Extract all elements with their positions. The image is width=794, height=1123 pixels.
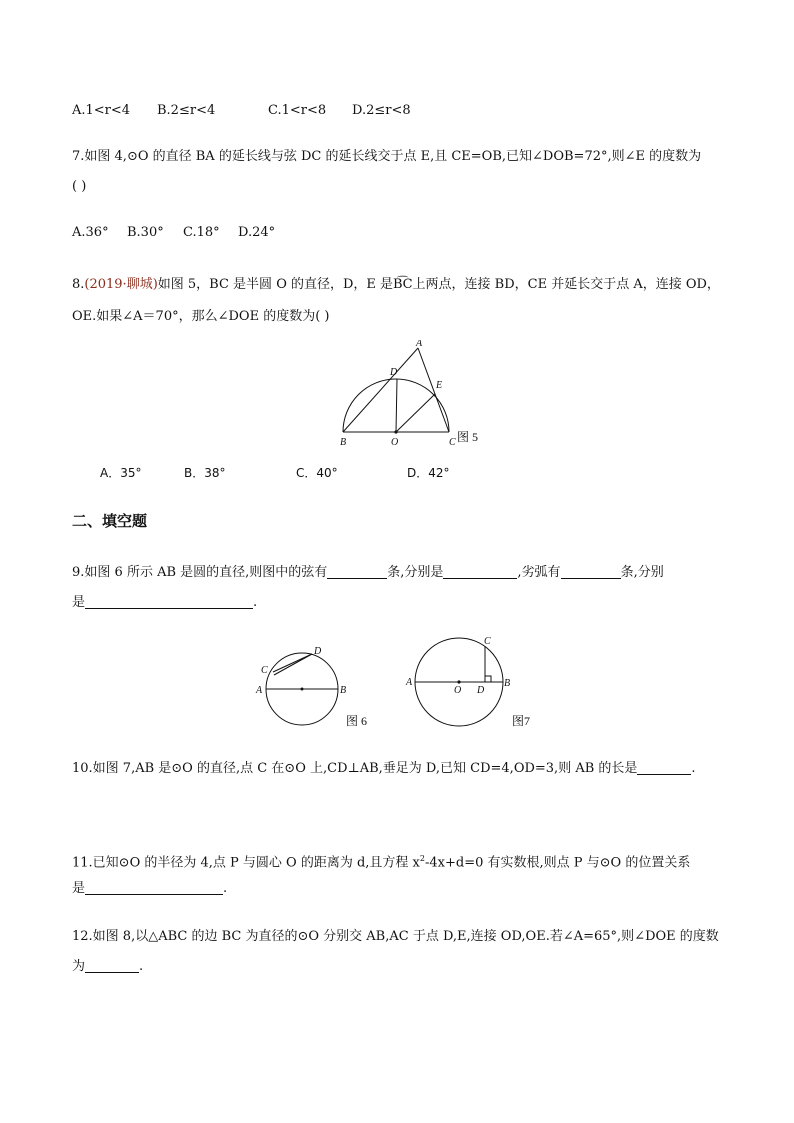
q6-option-a: A.1<r<4 xyxy=(72,103,131,118)
fig6-label-b: B xyxy=(340,685,347,696)
q12-text-line1: 12.如图 8,以△ABC 的边 BC 为直径的⊙O 分别交 AB,AC 于点 D,E,连接 OD,OE.若∠A=65°,则∠DOE 的度数 xyxy=(72,929,719,944)
fig7-right-angle-mark xyxy=(485,676,491,682)
q7-option-c: C.18° xyxy=(183,225,220,240)
q12-line2-start: 为 xyxy=(72,959,86,974)
fig5-label-b: B xyxy=(340,437,347,448)
q6-option-d: D.2≤r<8 xyxy=(352,103,411,118)
q12-line2-end: . xyxy=(139,959,144,974)
q7-text-line1: 7.如图 4,⊙O 的直径 BA 的延长线与弦 DC 的延长线交于点 E,且 CE=OB,已知∠DOB=72°,则∠E 的度数为 xyxy=(72,149,702,164)
q9-text-line2 xyxy=(72,594,257,612)
fig7-label-b: B xyxy=(504,678,511,689)
fig5-label-o: O xyxy=(391,437,399,448)
q7-option-b: B.30° xyxy=(127,225,164,240)
fig7-caption: 图7 xyxy=(512,714,531,728)
q7-answer-paren: ( ) xyxy=(72,179,87,194)
q10-blank-ab-length[interactable] xyxy=(637,760,691,775)
q9-text-line1 xyxy=(72,564,664,582)
q11-text-b: -4x+d=0 有实数根,则点 P 与⊙O 的位置关系 xyxy=(424,855,691,871)
q8-stem: 如图 5，BC 是半圆 O 的直径，D，E 是B͡C上两点，连接 BD，CE 并延长交于点 A，连接 OD， xyxy=(157,277,720,292)
q7-option-a: A.36° xyxy=(72,225,109,240)
q9-blank-arc-count[interactable] xyxy=(561,564,621,579)
fig5-label-e: E xyxy=(436,380,443,391)
q11-text-a: 11.已知⊙O 的半径为 4,点 P 与圆心 O 的距离为 d,且方程 x xyxy=(72,855,420,871)
fig5-center-dot xyxy=(394,430,397,433)
fig5-label-c: C xyxy=(449,437,456,448)
q9-blank-chord-names[interactable] xyxy=(443,564,517,579)
fig7-label-a: A xyxy=(406,677,413,688)
figure-7 xyxy=(402,630,552,738)
q8-source: (2019·聊城) xyxy=(84,277,158,292)
q6-option-b: B.2≤r<4 xyxy=(157,103,216,118)
fig6-center-dot xyxy=(301,688,304,691)
q8-number: 8. xyxy=(72,277,85,292)
question-10 xyxy=(72,760,696,778)
figure-6 xyxy=(252,638,382,738)
fig5-line-ba xyxy=(343,348,418,432)
q10-text: 10.如图 7,AB 是⊙O 的直径,点 C 在⊙O 上,CD⊥AB,垂足为 D,已知 CD=4,OD=3,则 AB 的长是 xyxy=(72,761,638,776)
q8-option-d: D．42° xyxy=(407,466,450,480)
fig5-line-ca xyxy=(418,348,449,432)
figure-5 xyxy=(330,340,500,448)
q9-part3: ,劣弧有 xyxy=(517,565,561,580)
q7-option-d: D.24° xyxy=(238,225,276,240)
q11-superscript: 2 xyxy=(419,854,425,863)
q12-text-line2 xyxy=(72,958,143,976)
q11-blank-position[interactable] xyxy=(85,880,223,895)
fig6-label-a: A xyxy=(256,685,263,696)
q8-option-a: A．35° xyxy=(100,466,142,480)
q9-blank-chord-count[interactable] xyxy=(327,564,387,579)
fig6-chord-cd-2 xyxy=(274,654,312,675)
q11-text-line2 xyxy=(72,880,227,898)
q8-text-line2: OE.如果∠A＝70°，那么∠DOE 的度数为( ) xyxy=(72,309,330,324)
q10-end: . xyxy=(691,761,696,776)
q11-text-line1 xyxy=(72,850,690,872)
section-heading-fill-in: 二、填空题 xyxy=(72,512,148,530)
fig7-center-dot xyxy=(457,680,460,683)
fig6-caption: 图 6 xyxy=(346,714,368,728)
q9-part1: 9.如图 6 所示 AB 是圆的直径,则图中的弦有 xyxy=(72,565,328,580)
fig6-label-c: C xyxy=(261,665,268,676)
q12-blank-angle[interactable] xyxy=(85,958,139,973)
q9-line2-start: 是 xyxy=(72,595,86,610)
fig7-label-o: O xyxy=(454,685,462,696)
fig7-label-d: D xyxy=(477,685,485,696)
fig7-label-c: C xyxy=(484,636,491,647)
q9-part2: 条,分别是 xyxy=(387,565,444,580)
q8-text-line1 xyxy=(72,276,720,294)
q11-line2-end: . xyxy=(223,881,228,896)
q11-line2-start: 是 xyxy=(72,881,86,896)
q9-part4: 条,分别 xyxy=(620,565,664,580)
q9-blank-arc-names[interactable] xyxy=(85,594,253,609)
q6-option-c: C.1<r<8 xyxy=(268,103,327,118)
q8-option-c: C．40° xyxy=(296,466,338,480)
fig6-label-d: D xyxy=(314,646,322,657)
fig5-line-od xyxy=(396,379,397,432)
fig5-caption: 图 5 xyxy=(457,430,479,444)
fig5-line-oe xyxy=(396,394,435,432)
fig5-label-d: D xyxy=(390,367,398,378)
fig5-label-a: A xyxy=(416,340,423,349)
q9-line2-end: . xyxy=(253,595,258,610)
q8-option-b: B．38° xyxy=(184,466,226,480)
